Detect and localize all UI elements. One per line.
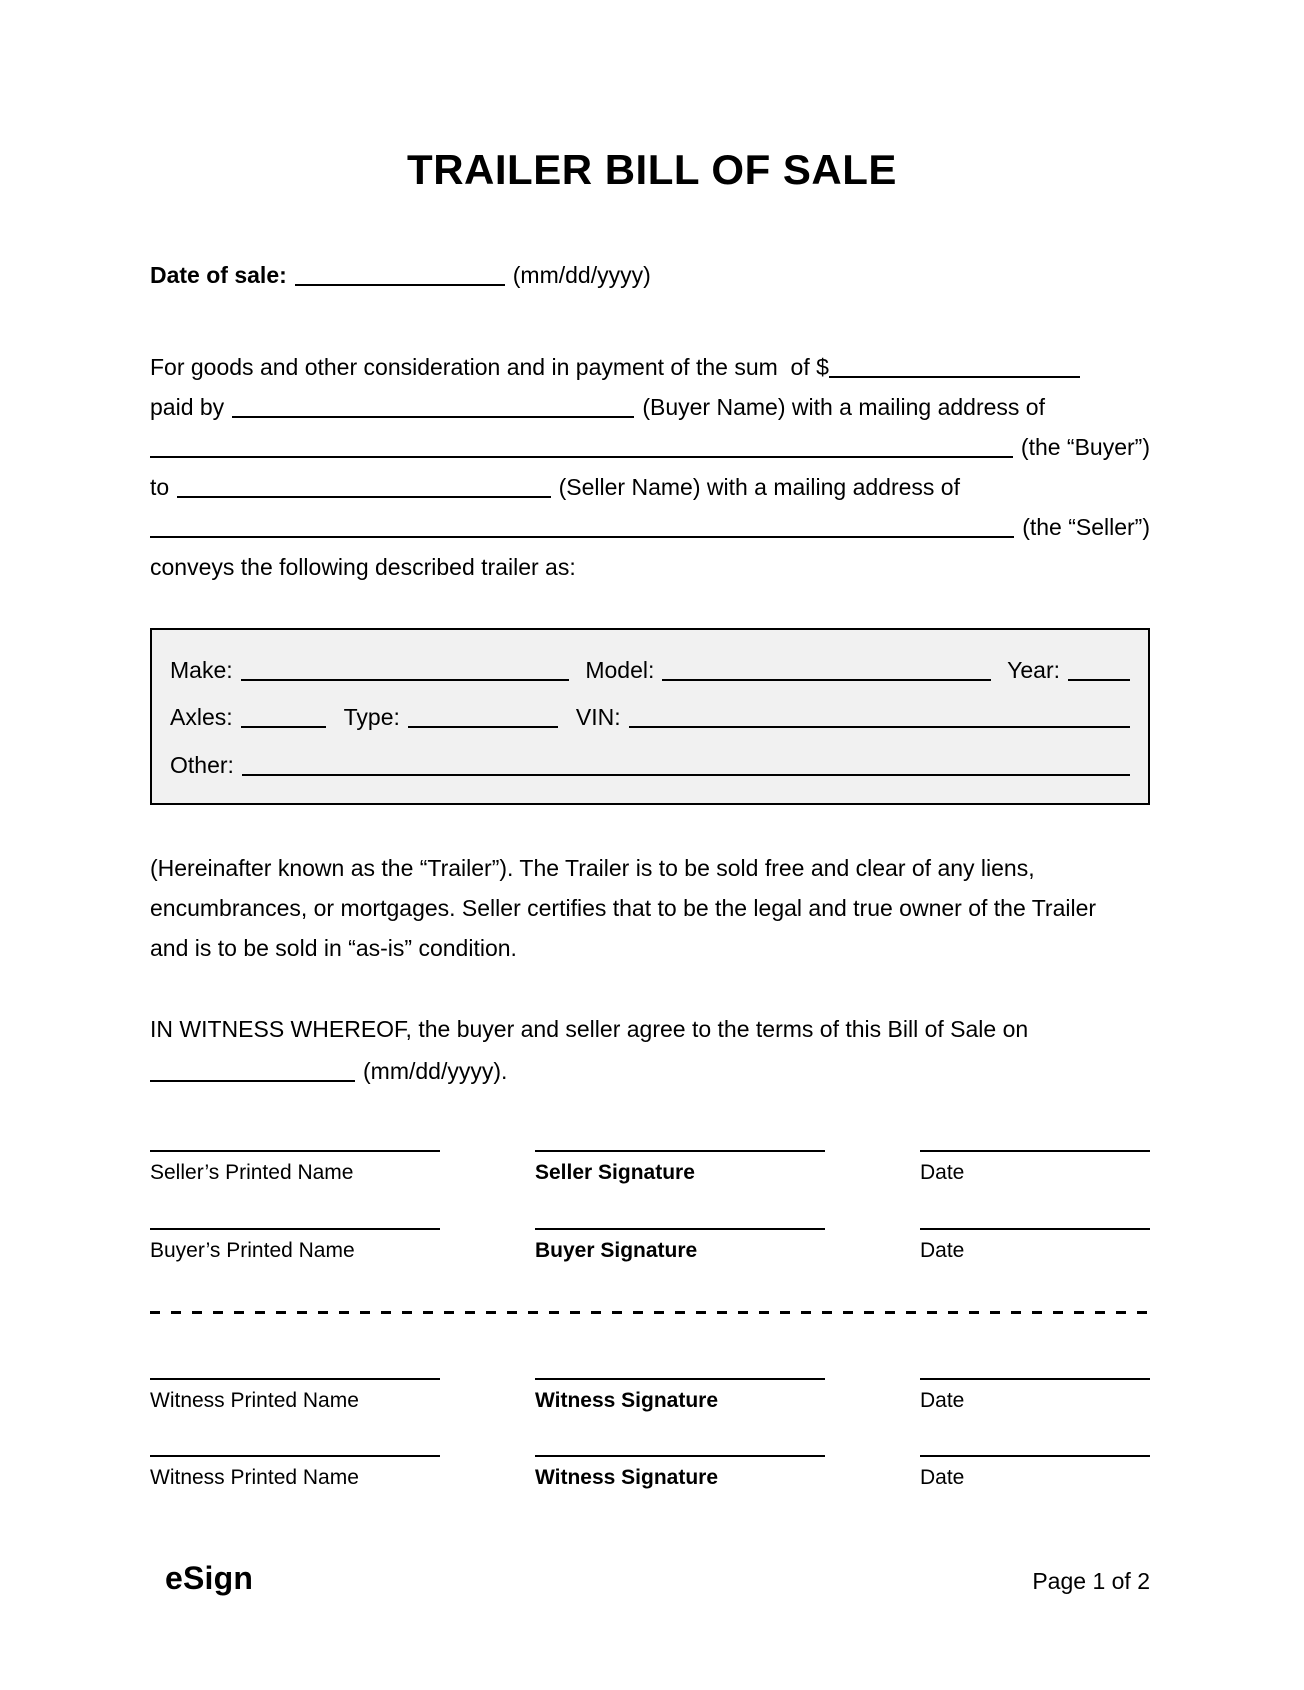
seller-name-suffix: (Seller Name) with a mailing address of: [558, 474, 960, 500]
witness1-signature-label: Witness Signature: [535, 1389, 719, 1412]
witness1-signature-cell: [535, 1378, 825, 1413]
seller-date-cell: [920, 1150, 1150, 1185]
buyer-date-cell: [920, 1228, 1150, 1263]
make-label: Make:: [170, 656, 233, 683]
witness2-printed-name-label: Witness Printed Name: [150, 1466, 359, 1489]
model-label: Model:: [585, 656, 655, 683]
year-label: Year:: [1007, 656, 1060, 683]
buyer-signature-row: [150, 1228, 1150, 1263]
axles-label: Axles:: [170, 704, 233, 730]
witness1-signature-row: [150, 1378, 1150, 1413]
sale-amount-field[interactable]: [829, 355, 1080, 378]
axles-field[interactable]: [241, 705, 326, 728]
make-field[interactable]: [241, 658, 570, 681]
witness1-printed-name-cell: [150, 1378, 440, 1413]
agreement-date-hint: (mm/dd/yyyy).: [363, 1058, 508, 1084]
buyer-signature-cell: [535, 1228, 825, 1263]
seller-printed-name-label: Seller’s Printed Name: [150, 1161, 354, 1184]
type-field[interactable]: [408, 705, 558, 728]
hereinafter-line2: encumbrances, or mortgages. Seller certifies that to be the legal and true owner of the Trailer: [150, 895, 1097, 921]
other-label: Other:: [170, 751, 234, 778]
seller-signature-cell: [535, 1150, 825, 1185]
witness2-date-cell: [920, 1455, 1150, 1490]
agreement-date-field[interactable]: [150, 1059, 355, 1082]
buyer-signature-label: Buyer Signature: [535, 1239, 698, 1262]
other-field[interactable]: [242, 753, 1130, 776]
seller-name-field[interactable]: [177, 475, 550, 498]
witness1-date-cell: [920, 1378, 1150, 1413]
date-of-sale-label: Date of sale:: [150, 262, 287, 288]
model-field[interactable]: [662, 658, 991, 681]
witness2-signature-row: [150, 1455, 1150, 1490]
hereinafter-line3: and is to be sold in “as-is” condition.: [150, 935, 517, 961]
page-title: TRAILER BILL OF SALE: [407, 146, 897, 193]
seller-printed-name-cell: [150, 1150, 440, 1185]
to-label: to: [150, 474, 170, 500]
buyer-name-field[interactable]: [232, 395, 634, 418]
date-of-sale-row: [150, 260, 1150, 289]
seller-signature-row: [150, 1150, 1150, 1185]
vin-field[interactable]: [629, 705, 1130, 728]
date-format-hint: (mm/dd/yyyy): [512, 262, 651, 288]
buyer-printed-name-cell: [150, 1228, 440, 1263]
witness2-signature-cell: [535, 1455, 825, 1490]
witness-whereof-line: IN WITNESS WHEREOF, the buyer and seller agree to the terms of this Bill of Sale on: [150, 1016, 1029, 1042]
seller-term-label: (the “Seller”): [1022, 514, 1150, 540]
buyer-printed-name-label: Buyer’s Printed Name: [150, 1239, 355, 1262]
consideration-line1-text: For goods and other consideration and in payment of the sum of $: [150, 354, 829, 380]
esign-logo: eSign: [165, 1560, 254, 1596]
witness2-date-label: Date: [920, 1466, 965, 1489]
buyer-address-field[interactable]: [150, 435, 1013, 458]
witness1-date-label: Date: [920, 1389, 965, 1412]
buyer-term-label: (the “Buyer”): [1020, 434, 1150, 460]
date-of-sale-field[interactable]: [295, 263, 505, 286]
trailer-details-box: [150, 628, 1150, 805]
conveys-line: conveys the following described trailer as:: [150, 554, 576, 580]
seller-signature-label: Seller Signature: [535, 1161, 695, 1184]
witness1-printed-name-label: Witness Printed Name: [150, 1389, 359, 1412]
seller-address-field[interactable]: [150, 515, 1014, 538]
hereinafter-clause: [150, 848, 1150, 968]
hereinafter-line1: (Hereinafter known as the “Trailer”). The Trailer is to be sold free and clear of any liens,: [150, 855, 1035, 881]
witness-whereof-clause: [150, 1008, 1150, 1092]
year-field[interactable]: [1068, 658, 1130, 681]
dashed-divider: [150, 1311, 1150, 1314]
vin-label: VIN:: [575, 704, 621, 730]
seller-date-label: Date: [920, 1161, 965, 1184]
consideration-paragraph: [150, 347, 1150, 587]
buyer-name-suffix: (Buyer Name) with a mailing address of: [642, 394, 1045, 420]
paid-by-label: paid by: [150, 394, 225, 420]
buyer-date-label: Date: [920, 1239, 965, 1262]
type-label: Type:: [343, 704, 400, 730]
page-indicator: Page 1 of 2: [1032, 1568, 1150, 1594]
witness2-signature-label: Witness Signature: [535, 1466, 719, 1489]
witness2-printed-name-cell: [150, 1455, 440, 1490]
